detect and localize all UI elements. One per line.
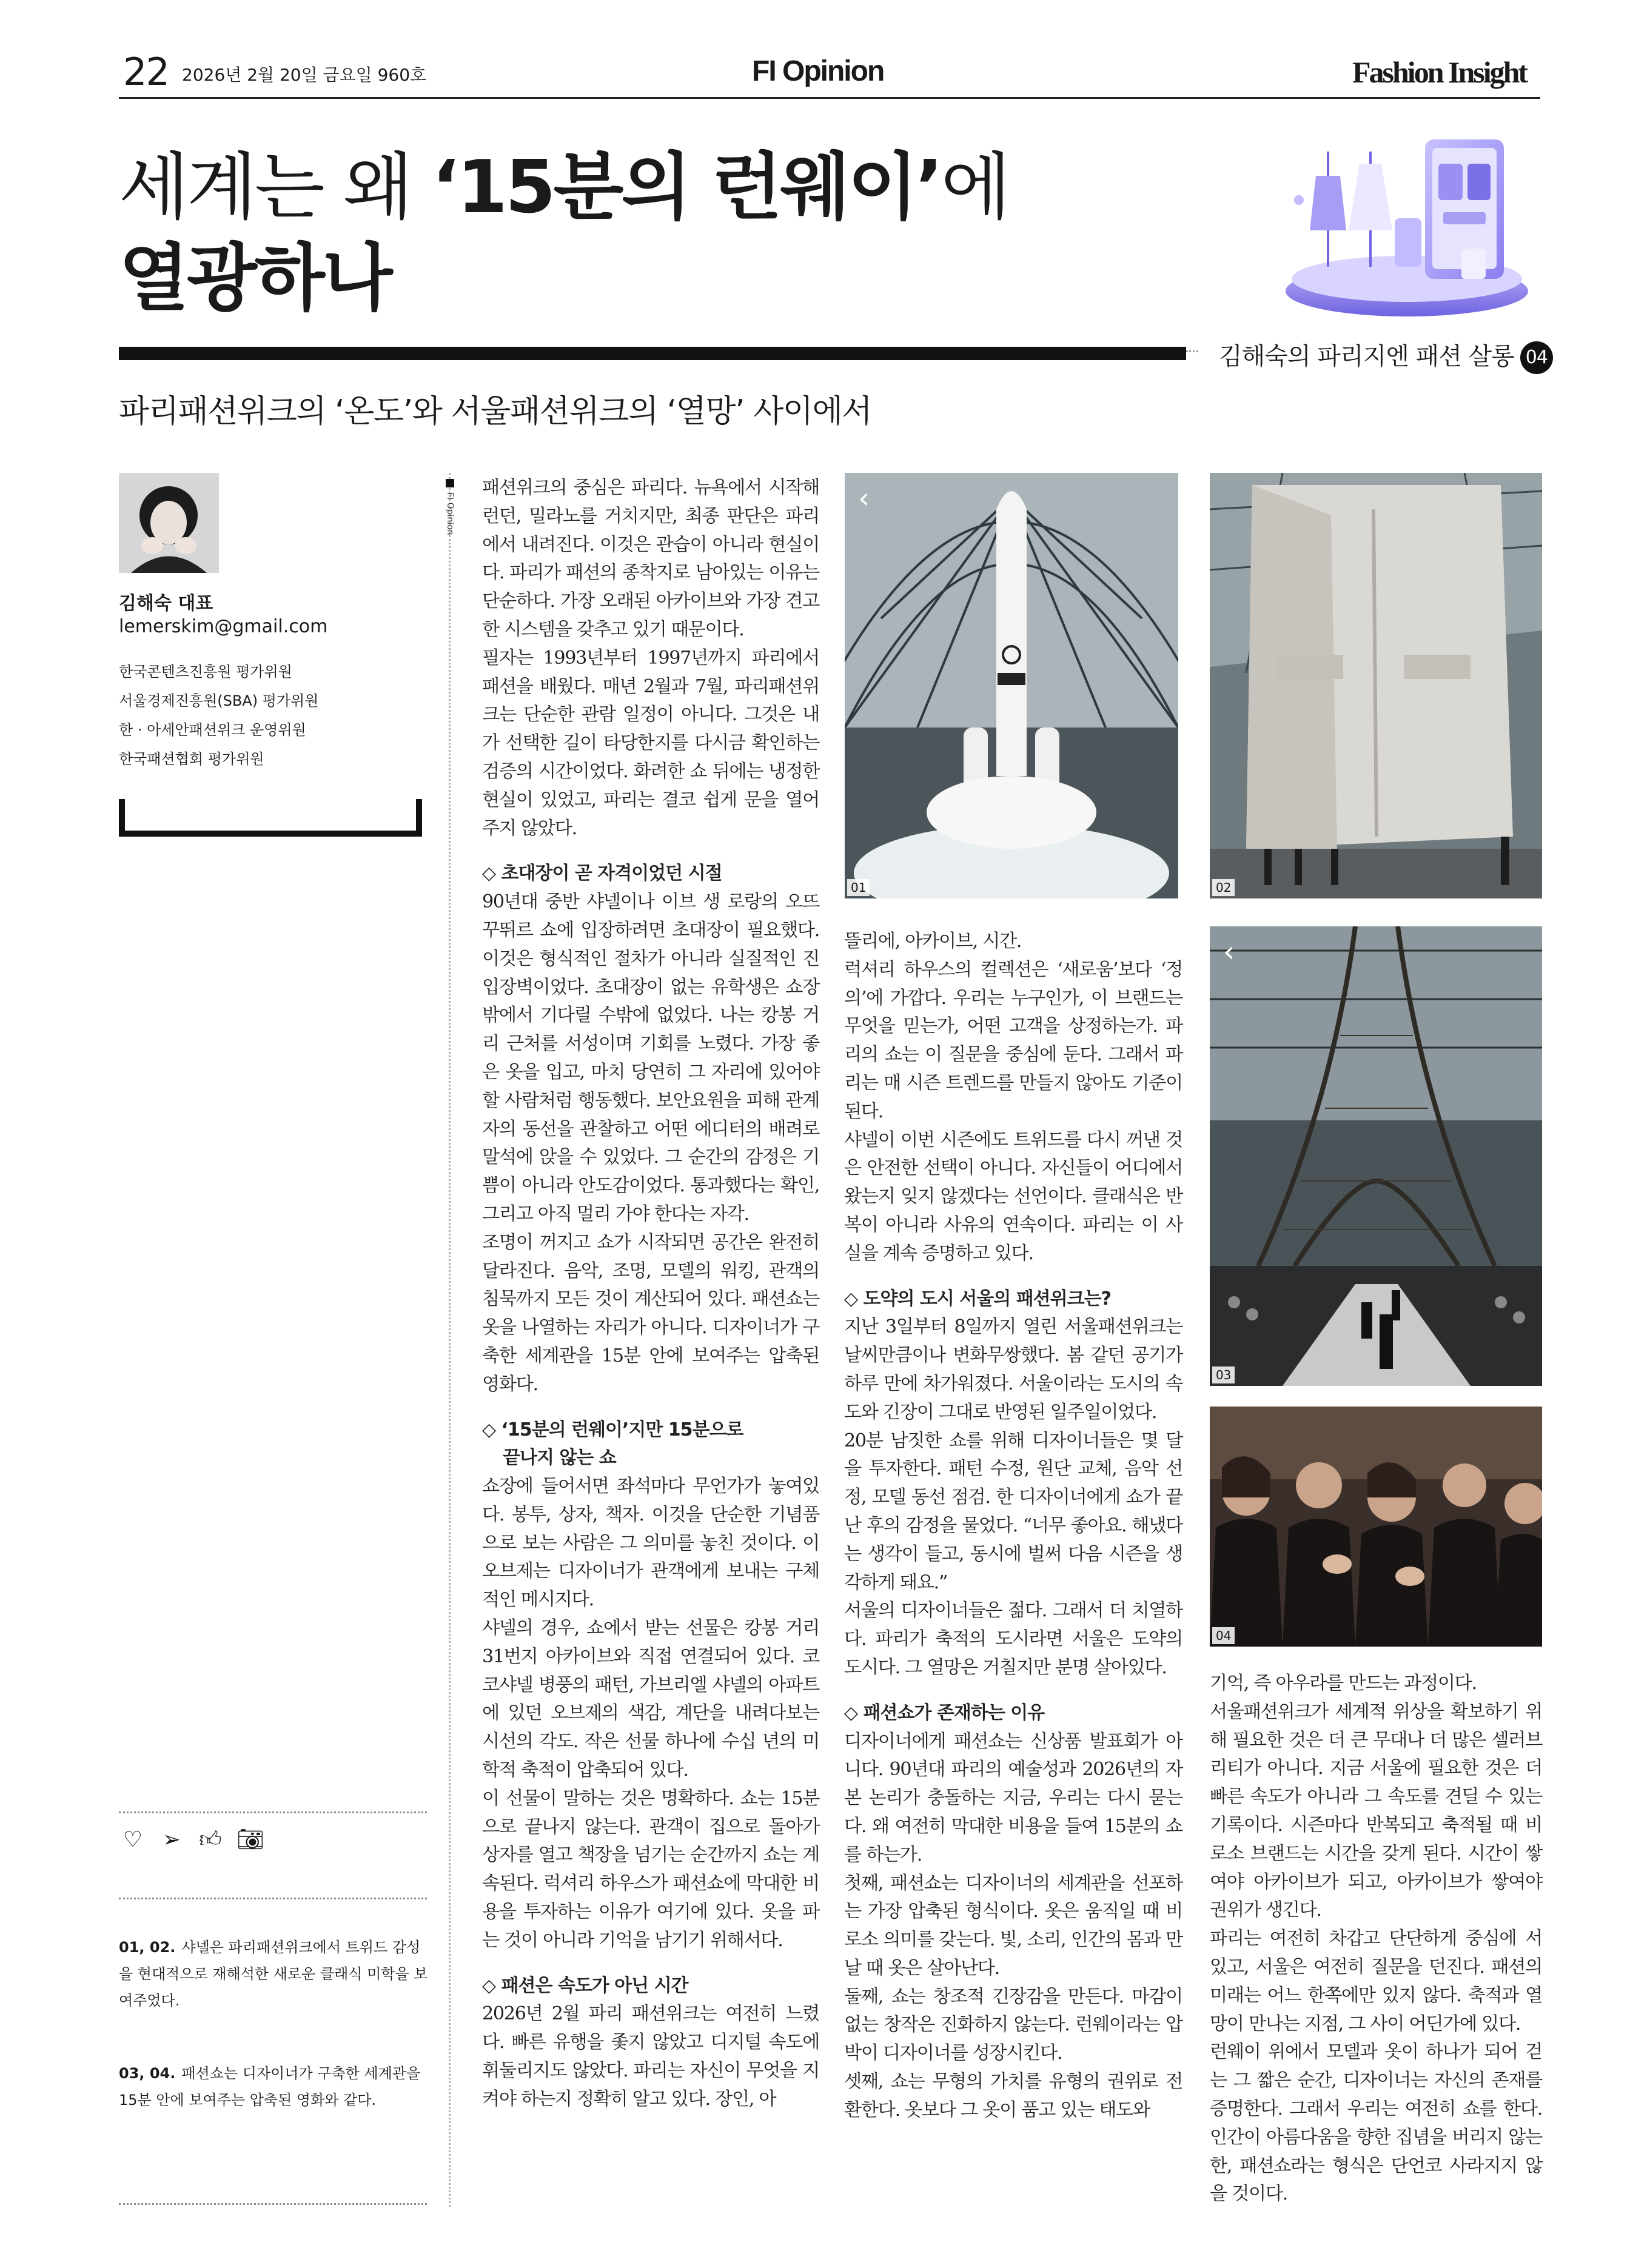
article-paragraph: 필자는 1993년부터 1997년까지 파리에서 패션을 배웠다. 매년 2월과 7월, 파리패션위크는 단순한 관람 일정이 아니다. 그것은 내가 선택한 길이 타당한지를 다시금 확인하는 검증의 시간이었다. 화려한 쇼 뒤에는 냉정한 현실이 있었고, 파리는 결코 쉽게 문을 열어주지 않았다. bbox=[482, 647, 819, 839]
article-paragraph: 디자이너에게 패션쇼는 신상품 발표회가 아니다. 90년대 파리의 예술성과 2026년의 자본 논리가 충돌하는 지금, 우리는 다시 묻는다. 왜 여전히 막대한 비용을 들여 15분의 쇼를 하는가. bbox=[844, 1730, 1182, 1865]
article-subheading: 끝나지 않는 쇼 bbox=[503, 1447, 616, 1469]
column-divider bbox=[449, 473, 451, 2207]
headline-rule bbox=[119, 347, 1186, 360]
article-paragraph: 둘째, 쇼는 창조적 긴장감을 만든다. 마감이 없는 창작은 진화하지 않는다. 런웨이라는 압박이 디자이너를 성장시킨다. bbox=[844, 1985, 1182, 2064]
camera-icon[interactable]: 📷︎ bbox=[236, 1827, 264, 1852]
article-paragraph: 이 선물이 말하는 것은 명확하다. 쇼는 15분으로 끝나지 않는다. 관객이 집으로 돌아가 상자를 열고 책장을 넘기는 순간까지 쇼는 계속된다. 럭셔리 하우스가 패션쇼에 막대한 비용을 투자하는 이유가 여기에 있다. 옷을 파는 것이 아니라 기억을 남기기 위해서다. bbox=[482, 1787, 819, 1951]
photo-caption: 01, 02. 샤넬은 파리패션위크에서 트위드 감성을 현대적으로 재해석한 새로운 클래식 미학을 보여주었다. bbox=[119, 1939, 428, 2009]
subtitle: 파리패션위크의 ‘온도’와 서울패션위크의 ‘열망’ 사이에서 bbox=[119, 393, 872, 430]
article-paragraph: 샤넬이 이번 시즌에도 트위드를 다시 꺼낸 것은 안전한 선택이 아니다. 자신들이 어디에서 왔는지 잊지 않겠다는 선언이다. 클래식은 반복이 아니라 사유의 연속이다. 파리는 이 사실을 계속 증명하고 있다. bbox=[844, 1129, 1182, 1264]
author-portrait bbox=[119, 473, 219, 573]
photo-front-row-audience bbox=[1210, 1407, 1542, 1647]
divider bbox=[119, 2203, 427, 2205]
author-role: 한 · 아세안패션위크 운영위원 bbox=[119, 721, 306, 738]
article-column-3 bbox=[1210, 1670, 1542, 2209]
photo-label: 01 bbox=[847, 879, 870, 896]
photo-label: 02 bbox=[1212, 879, 1235, 896]
author-role: 한국패션협회 평가위원 bbox=[119, 751, 264, 768]
article-subheading: ◇ 패션은 속도가 아닌 시간 bbox=[482, 1975, 688, 1996]
article-column-1 bbox=[482, 474, 819, 2114]
headline-line1: 세계는 왜 ‘15분의 런웨이’에 bbox=[119, 146, 1009, 230]
article-subheading: ◇ 도약의 도시 서울의 패션위크는? bbox=[844, 1288, 1111, 1310]
author-role: 서울경제진흥원(SBA) 평가위원 bbox=[119, 692, 319, 709]
headline-line2: 열광하나 bbox=[119, 236, 391, 321]
photo-caption: 03, 04. 패션쇼는 디자이너가 구축한 세계관을 15분 안에 보여주는 압축된 영화와 같다. bbox=[119, 2065, 421, 2109]
page-number: 22 bbox=[123, 50, 169, 94]
article-paragraph: 서울의 디자이너들은 젊다. 그래서 더 치열하다. 파리가 축적의 도시라면 서울은 도약의 도시다. 그 열망은 거칠지만 분명 살아있다. bbox=[844, 1600, 1182, 1678]
article-subheading: ◇ 초대장이 곧 자격이었던 시절 bbox=[482, 863, 722, 885]
header-rule bbox=[119, 97, 1540, 99]
article-paragraph: 뜰리에, 아카이브, 시간. bbox=[844, 931, 1022, 952]
author-email[interactable]: lemerskim@gmail.com bbox=[119, 616, 328, 637]
article-paragraph: 첫째, 패션쇼는 디자이너의 세계관을 선포하는 가장 압축된 형식이다. 옷은 움직일 때 비로소 의미를 갖는다. 빛, 소리, 인간의 몸과 만날 때 옷은 살아난다. bbox=[844, 1872, 1182, 1979]
series-label: 김해숙의 파리지엔 패션 살롱 04 bbox=[1219, 337, 1553, 374]
article-subheading: ◇ ‘15분의 런웨이’지만 15분으로 bbox=[482, 1419, 743, 1440]
divider bbox=[119, 1898, 427, 1899]
article-paragraph: 지난 3일부터 8일까지 열린 서울패션위크는 날씨만큼이나 변화무쌍했다. 봄 같던 공기가 하루 만에 차가워졌다. 서울이라는 도시의 속도와 긴장이 그대로 반영된 일주일이었다. bbox=[844, 1316, 1182, 1423]
photo-tweed-jacket-set bbox=[1210, 473, 1542, 898]
heart-icon[interactable]: ♡ bbox=[122, 1827, 143, 1852]
article-paragraph: 기억, 즉 아우라를 만드는 과정이다. bbox=[1210, 1673, 1477, 1694]
action-icons bbox=[120, 1827, 262, 1853]
article-paragraph: 샤넬의 경우, 쇼에서 받는 선물은 캉봉 거리 31번지 아카이브와 직접 연결되어 있다. 코코샤넬 병풍의 패턴, 가브리엘 샤넬의 아파트에 있던 오브제의 색감, 계단을 내려다보는 시선의 각도. 작은 선물 하나에 수십 년의 미학적 축적이 압축되어 있다. bbox=[482, 1617, 819, 1781]
headline-dotted-rule bbox=[1186, 350, 1198, 352]
section-name: FI Opinion bbox=[752, 55, 884, 87]
chevron-left-icon[interactable]: ‹ bbox=[1223, 935, 1235, 969]
series-number-badge: 04 bbox=[1520, 341, 1553, 374]
sidebar-bracket bbox=[119, 799, 422, 837]
article-paragraph: 서울패션위크가 세계적 위상을 확보하기 위해 필요한 것은 더 큰 무대나 더 많은 셀러브리티가 아니다. 지금 서울에 필요한 것은 더 빠른 속도가 아니라 그 속도를 견딜 수 있는 기록이다. 시즌마다 반복되고 축적될 때 비로소 브랜드는 시간을 갖게 된다. 시간이 쌓여야 아카이브가 되고, 아카이브가 쌓여야 권위가 생긴다. bbox=[1210, 1701, 1542, 1921]
vertical-section-label: FI Opinion bbox=[446, 479, 455, 535]
article-paragraph: 2026년 2월 파리 패션위크는 여전히 느렸다. 빠른 유행을 좇지 않았고 디지털 속도에 휘둘리지도 않았다. 파리는 자신이 무엇을 지켜야 하는지 정확히 알고 있다. 장인, 아 bbox=[482, 2003, 819, 2110]
author-name: 김해숙 대표 bbox=[119, 593, 213, 614]
article-paragraph: 런웨이 위에서 모델과 옷이 하나가 되어 걷는 그 짧은 순간, 디자이너는 자신의 존재를 증명한다. 그래서 우리는 여전히 쇼를 한다. 인간이 아름다움을 향한 집념을 버리지 않는 한, 패션쇼라는 형식은 단언코 사라지지 않을 것이다. bbox=[1210, 2041, 1542, 2205]
article-column-2 bbox=[844, 928, 1182, 2125]
photo-label: 04 bbox=[1212, 1627, 1235, 1644]
author-roles bbox=[119, 657, 319, 774]
photo-label: 03 bbox=[1212, 1366, 1235, 1383]
article-paragraph: 90년대 중반 샤넬이나 이브 생 로랑의 오뜨 꾸뛰르 쇼에 입장하려면 초대장이 필요했다. 이것은 형식적인 절차가 아니라 실질적인 진입장벽이었다. 초대장이 없는 유학생은 쇼장 밖에서 기다릴 수밖에 없었다. 나는 캉봉 거리 근처를 서성이며 기회를 노렸다. 가장 좋은 옷을 입고, 마치 당연히 그 자리에 있어야 할 사람처럼 행동했다. 보안요원을 피해 관계자의 동선을 관찰하고 어떤 에디터의 배려로 말석에 앉을 수 있었다. 그 순간의 감정은 기쁨이 아니라 안도감이었다. 통과했다는 확인, 그리고 아직 멀리 가야 한다는 자각. bbox=[482, 891, 819, 1225]
article-subheading: ◇ 패션쇼가 존재하는 이유 bbox=[844, 1702, 1045, 1724]
thumbs-up-icon[interactable]: 👍︎ bbox=[199, 1827, 222, 1852]
photo-eiffel-runway bbox=[1210, 926, 1542, 1386]
article-paragraph: 패션위크의 중심은 파리다. 뉴욕에서 시작해 런던, 밀라노를 거치지만, 최종 판단은 파리에서 내려진다. 이것은 관습이 아니라 현실이다. 파리가 패션의 종착지로 남아있는 이유는 단순하다. 가장 오래된 아카이브와 가장 견고한 시스템을 갖추고 있기 때문이다. bbox=[482, 477, 819, 640]
article-paragraph: 셋째, 쇼는 무형의 가치를 유형의 권위로 전환한다. 옷보다 그 옷이 품고 있는 태도와 bbox=[844, 2071, 1182, 2121]
photo-rocket-runway bbox=[845, 473, 1178, 898]
article-paragraph: 쇼장에 들어서면 좌석마다 무언가가 놓여있다. 봉투, 상자, 책자. 이것을 단순한 기념품으로 보는 사람은 그 의미를 놓친 것이다. 이 오브제는 디자이너가 관객에게 보내는 구체적인 메시지다. bbox=[482, 1476, 819, 1611]
divider bbox=[119, 1811, 427, 1813]
article-paragraph: 조명이 꺼지고 쇼가 시작되면 공간은 완전히 달라진다. 음악, 조명, 모델의 워킹, 관객의 침묵까지 모든 것이 계산되어 있다. 패션쇼는 옷을 나열하는 자리가 아니다. 디자이너가 구축한 세계관을 15분 안에 보여주는 압축된 영화다. bbox=[482, 1231, 819, 1395]
issue-date: 2026년 2월 20일 금요일 960호 bbox=[182, 65, 427, 85]
article-paragraph: 20분 남짓한 쇼를 위해 디자이너들은 몇 달을 투자한다. 패턴 수정, 원단 교체, 음악 선정, 모델 동선 점검. 한 디자이너에게 쇼가 끝난 후의 감정을 물었다. “너무 좋아요. 해냈다는 생각이 들고, 동시에 벌써 다음 시즌을 생각하게 돼요.” bbox=[844, 1430, 1182, 1593]
send-icon[interactable]: ➢ bbox=[162, 1827, 181, 1852]
article-paragraph: 럭셔리 하우스의 컬렉션은 ‘새로움’보다 ‘정의’에 가깝다. 우리는 누구인가, 이 브랜드는 무엇을 믿는가, 어떤 고객을 상정하는가. 파리의 쇼는 이 질문을 중심에 둔다. 그래서 파리는 매 시즌 트렌드를 만들지 않아도 기준이 된다. bbox=[844, 958, 1182, 1122]
author-role: 한국콘텐츠진흥원 평가위원 bbox=[119, 663, 292, 680]
boutique-illustration bbox=[1280, 127, 1534, 321]
article-paragraph: 파리는 여전히 차갑고 단단하게 중심에 서 있고, 서울은 여전히 질문을 던진다. 패션의 미래는 어느 한쪽에만 있지 않다. 축적과 열망이 만나는 지점, 그 사이 어딘가에 있다. bbox=[1210, 1928, 1542, 2035]
brand-logo: Fashion Insight bbox=[1352, 55, 1527, 89]
chevron-left-icon[interactable]: ‹ bbox=[858, 481, 870, 515]
